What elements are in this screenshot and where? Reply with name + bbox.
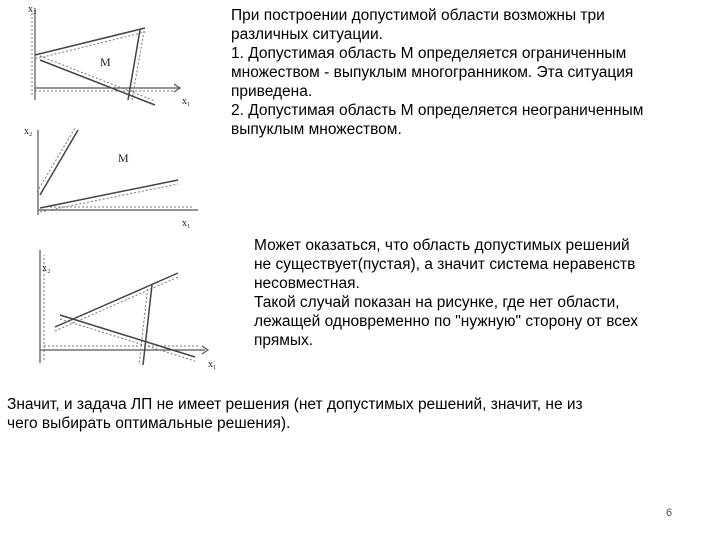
- text-block-middle: [254, 236, 638, 350]
- text-line: Может оказаться, что область допустимых решений: [254, 237, 630, 254]
- page-number: 6: [666, 507, 673, 519]
- fig1-line-1: [35, 28, 145, 55]
- text-line: множеством - выпуклым многогранником. Эта ситуация: [231, 64, 634, 81]
- fig3-x-label: x₁: [208, 359, 217, 370]
- text-line: не существует(пустая), а значит система неравенств: [254, 256, 636, 273]
- text-line: Такой случай показан на рисунке, где нет области,: [254, 294, 620, 311]
- text-line: выпуклым множеством.: [231, 121, 402, 138]
- text-line: различных ситуации.: [231, 26, 383, 43]
- fig1-line-2: [128, 30, 140, 100]
- fig3-line-3: [60, 315, 195, 357]
- fig2-x-label: x₁: [182, 218, 191, 229]
- text-line: приведена.: [231, 83, 313, 100]
- text-block-bottom: [7, 395, 583, 433]
- text-line: чего выбирать оптимальные решения).: [7, 415, 291, 432]
- fig2-region-label: M: [118, 151, 129, 165]
- figure-unbounded-region: [20, 120, 210, 230]
- text-line: При построении допустимой области возможны три: [231, 7, 605, 24]
- fig2-line-1: [40, 130, 78, 195]
- figure-empty-region: [30, 245, 225, 375]
- fig3-y-label: x₂: [42, 263, 51, 274]
- text-block-top: [231, 6, 643, 139]
- fig2-line-2: [40, 180, 178, 208]
- figure-bounded-region: [20, 0, 215, 115]
- text-line: 2. Допустимая область М определяется неограниченным: [231, 102, 644, 119]
- fig1-y-label: x₂: [28, 4, 37, 15]
- text-line: несовместная.: [254, 275, 360, 292]
- fig2-y-label: x₂: [24, 126, 33, 137]
- text-line: прямых.: [254, 332, 314, 349]
- fig1-x-label: x₁: [182, 96, 191, 107]
- text-line: лежащей одновременно по "нужную" сторону от всех: [254, 313, 639, 330]
- text-line: 1. Допустимая область М определяется ограниченным: [231, 45, 627, 62]
- fig1-region-label: M: [100, 55, 111, 69]
- fig3-line-2: [143, 285, 152, 365]
- text-line: Значит, и задача ЛП не имеет решения (нет допустимых решений, значит, не из: [7, 396, 583, 413]
